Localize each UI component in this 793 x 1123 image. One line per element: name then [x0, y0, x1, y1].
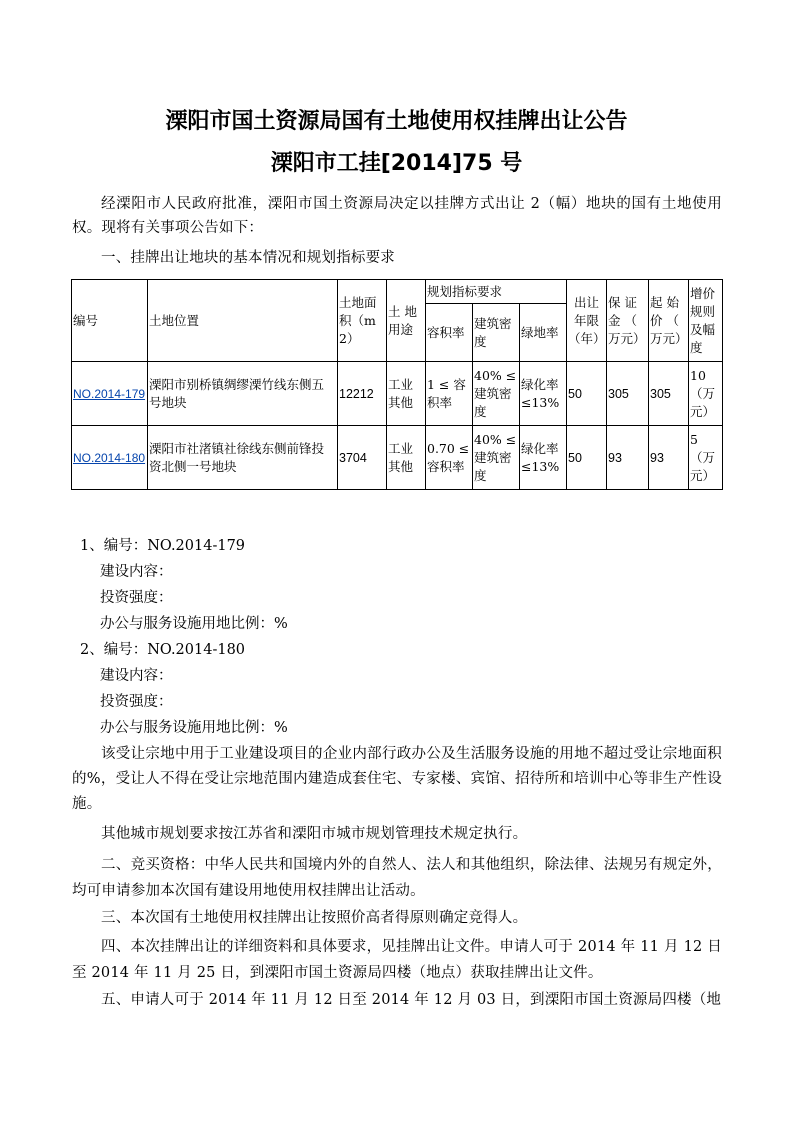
item-2-invest: 投资强度：	[100, 694, 173, 710]
cell-start-price: 305	[649, 362, 689, 426]
award-principle-paragraph: 三、本次国有土地使用权挂牌出让按照价高者得原则确定竞得人。	[101, 910, 528, 926]
header-increment: 增价规则及幅度	[689, 280, 723, 362]
cell-far: 1 ≤ 容积率	[426, 362, 473, 426]
item-1-content: 建设内容：	[100, 564, 173, 580]
header-start-price: 起 始价 （ 万元）	[649, 280, 689, 362]
announcement-title: 溧阳市国土资源局国有土地使用权挂牌出让公告	[165, 109, 628, 134]
intro-paragraph: 经溧阳市人民政府批准，溧阳市国土资源局决定以挂牌方式出让 2（幅）地块的国有土地使用权。现将有关事项公告如下：	[72, 196, 722, 236]
header-use: 土 地用途	[387, 280, 426, 362]
parcel-link[interactable]: NO.2014-179	[73, 386, 146, 401]
cell-increment: 10 （万元）	[689, 362, 723, 426]
cell-location: 溧阳市别桥镇绸缪溧竹线东侧五号地块	[148, 362, 338, 426]
cell-density: 40% ≤建筑密度	[473, 362, 520, 426]
header-planning: 规划指标要求	[426, 280, 567, 304]
header-deposit: 保 证金 （ 万元）	[607, 280, 649, 362]
cell-deposit: 305	[607, 362, 649, 426]
item-2-ratio: 办公与服务设施用地比例：%	[100, 720, 288, 736]
item-1-number: 1、编号：NO.2014-179	[80, 538, 246, 554]
section1-heading: 一、挂牌出让地块的基本情况和规划指标要求	[101, 250, 395, 266]
cell-density: 40% ≤建筑密度	[473, 426, 520, 490]
cell-green: 绿化率≤13%	[520, 362, 567, 426]
item-1-ratio: 办公与服务设施用地比例：%	[100, 616, 288, 632]
item-2-number: 2、编号：NO.2014-180	[80, 642, 246, 658]
header-green: 绿地率	[520, 304, 567, 362]
land-use-limit-paragraph: 该受让宗地中用于工业建设项目的企业内部行政办公及生活服务设施的用地不超过受让宗地面积的%，受让人不得在受让宗地范围内建造成套住宅、专家楼、宾馆、招待所和培训中心等非生产性设施。	[72, 746, 722, 812]
header-location: 土地位置	[148, 280, 338, 362]
parcel-link[interactable]: NO.2014-180	[73, 450, 146, 465]
documents-paragraph: 四、本次挂牌出让的详细资料和具体要求，见挂牌出让文件。申请人可于 2014 年 11 月 12 日至 2014 年 11 月 25 日，到溧阳市国土资源局四楼（地点）获取挂牌出让文件。	[72, 939, 722, 981]
cell-term: 50	[567, 426, 607, 490]
cell-area: 3704	[338, 426, 387, 490]
item-1-invest: 投资强度：	[100, 590, 173, 606]
qualification-paragraph: 二、竞买资格：中华人民共和国境内外的自然人、法人和其他组织，除法律、法规另有规定外，均可申请参加本次国有建设用地使用权挂牌出让活动。	[72, 857, 722, 899]
land-parcel-table	[71, 279, 723, 490]
cell-green: 绿化率≤13%	[520, 426, 567, 490]
application-paragraph: 五、申请人可于 2014 年 11 月 12 日至 2014 年 12 月 03 日，到溧阳市国土资源局四楼（地	[101, 992, 722, 1008]
cell-use: 工业其他	[387, 362, 426, 426]
cell-deposit: 93	[607, 426, 649, 490]
cell-far: 0.70 ≤容积率	[426, 426, 473, 490]
other-planning-paragraph: 其他城市规划要求按江苏省和溧阳市城市规划管理技术规定执行。	[101, 826, 528, 842]
document-number: 溧阳市工挂[2014]75 号	[270, 151, 523, 176]
cell-location: 溧阳市社渚镇社徐线东侧前锋投资北侧一号地块	[148, 426, 338, 490]
cell-area: 12212	[338, 362, 387, 426]
header-far: 容积率	[426, 304, 473, 362]
cell-start-price: 93	[649, 426, 689, 490]
cell-use: 工业其他	[387, 426, 426, 490]
item-2-content: 建设内容：	[100, 668, 173, 684]
cell-increment: 5 （万元）	[689, 426, 723, 490]
header-density: 建筑密度	[473, 304, 520, 362]
header-code: 编号	[72, 280, 148, 362]
table-row	[72, 426, 723, 490]
header-area: 土地面积（m2）	[338, 280, 387, 362]
cell-term: 50	[567, 362, 607, 426]
table-row	[72, 362, 723, 426]
header-term: 出让年限（年）	[567, 280, 607, 362]
